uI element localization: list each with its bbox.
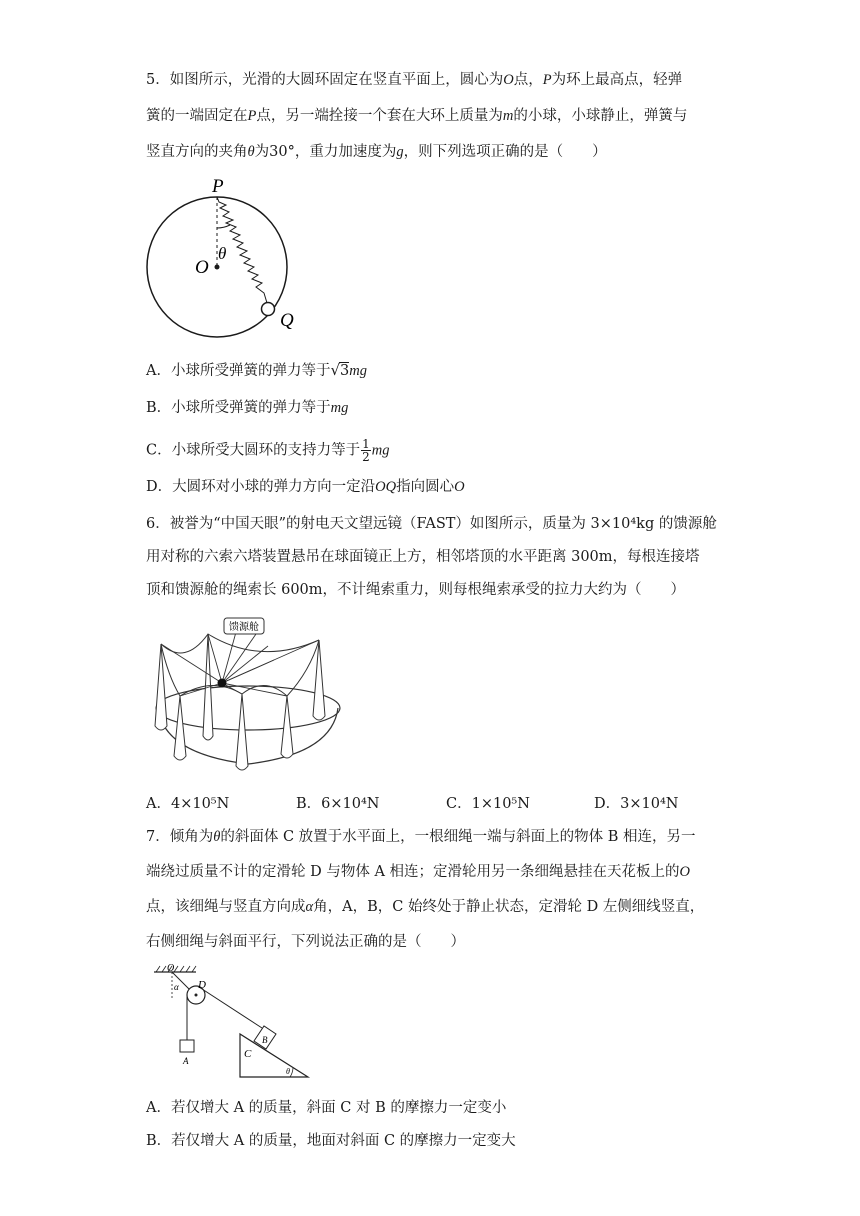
q5-stem-line-2 <box>146 106 687 126</box>
fraction-denominator: 2 <box>362 450 370 464</box>
center-dot <box>215 265 220 270</box>
fraction-numerator: 1 <box>362 437 370 451</box>
q7-stem-line-2 <box>146 862 690 882</box>
var-P: P <box>247 108 257 124</box>
label-D: D <box>198 979 206 991</box>
q7-stem-line-3 <box>146 897 704 917</box>
q5-stem-text: 竖直方向的夹角 <box>146 144 248 160</box>
var-mg: mg <box>330 400 349 416</box>
label-O: O <box>167 963 175 974</box>
q7-stem-text: 角，A，B，C 始终处于静止状态，定滑轮 D 左侧细线竖直， <box>313 899 705 915</box>
q6-option-d: D．3×10⁴N <box>594 796 679 812</box>
q5-option-d <box>146 477 465 497</box>
q5-ring-figure <box>140 168 320 348</box>
q6-fast-figure <box>150 616 350 776</box>
q5-stem-text: 的小球，小球静止，弹簧与 <box>513 108 688 124</box>
label-A: A <box>183 1056 189 1066</box>
var-theta: θ <box>247 144 255 160</box>
q7-stem-text: 端绕过质量不计的定滑轮 D 与物体 A 相连；定滑轮用另一条细绳悬挂在天花板上的 <box>146 864 680 880</box>
q5-option-d-text: D．大圆环对小球的弹力方向一定沿 <box>146 479 376 495</box>
callout-label: 馈源舱 <box>229 622 259 633</box>
var-g: g <box>396 144 404 160</box>
q5-option-c-text: C．小球所受大圆环的支持力等于 <box>146 442 361 459</box>
pulley-axle <box>195 994 198 997</box>
var-O: O <box>679 864 691 880</box>
q5-option-b <box>146 398 348 418</box>
q6-option-a: A．4×10⁵N <box>146 796 230 812</box>
label-O: O <box>195 257 209 278</box>
small-ball <box>262 303 275 316</box>
q5-option-a <box>146 360 367 381</box>
q5-option-b-text: B．小球所受弹簧的弹力等于 <box>146 400 331 416</box>
var-alpha: α <box>305 899 314 915</box>
label-alpha: α <box>174 982 179 992</box>
q7-stem-line-4: 右侧细绳与斜面平行，下列说法正确的是（ ） <box>146 934 465 950</box>
var-P: P <box>542 72 552 88</box>
bowl-rim <box>156 686 340 730</box>
var-OQ: OQ <box>375 479 397 495</box>
q7-stem-text: 的斜面体 C 放置于水平面上，一根细绳一端与斜面上的物体 B 相连，另一 <box>220 829 696 845</box>
label-theta: θ <box>286 1067 290 1076</box>
q6-stem-line-1: 6．被誉为“中国天眼”的射电天文望远镜（FAST）如图所示，质量为 3×10⁴kg 的馈源舱 <box>146 516 717 532</box>
q5-stem-text: 为环上最高点，轻弹 <box>551 72 683 88</box>
ceiling-hatch <box>156 966 196 972</box>
var-O: O <box>454 479 465 495</box>
q7-stem-text: 7．倾角为 <box>146 829 214 845</box>
tower <box>155 644 167 730</box>
q6-option-b: B．6×10⁴N <box>296 796 380 812</box>
label-B: B <box>262 1035 268 1045</box>
q7-pulley-figure <box>150 960 320 1080</box>
sqrt-radicand: 3 <box>340 363 350 379</box>
label-P: P <box>212 176 224 197</box>
q7-option-a: A．若仅增大 A 的质量，斜面 C 对 B 的摩擦力一定变小 <box>146 1100 507 1116</box>
q5-stem-text: 点，另一端拴接一个套在大环上质量为 <box>256 108 503 124</box>
var-mg: mg <box>349 363 368 379</box>
q5-stem-text: 为30°，重力加速度为 <box>254 144 397 160</box>
q6-stem-line-2: 用对称的六索六塔装置悬吊在球面镜正上方，相邻塔顶的水平距离 300m，每根连接塔 <box>146 549 700 565</box>
angle-arc <box>217 225 230 228</box>
receiver-cabin <box>218 679 227 688</box>
tower <box>174 696 186 760</box>
q5-stem-text: 点， <box>513 72 543 88</box>
label-theta: θ <box>218 244 227 263</box>
label-C: C <box>244 1048 252 1060</box>
q7-stem-text: 点，该细绳与竖直方向成 <box>146 899 306 915</box>
q6-stem-line-3: 顶和馈源舱的绳索长 600m，不计绳索重力，则每根绳索承受的拉力大约为（ ） <box>146 582 686 598</box>
rope-to-B <box>199 987 262 1028</box>
q5-option-d-text: 指向圆心 <box>396 479 455 495</box>
q7-option-b: B．若仅增大 A 的质量，地面对斜面 C 的摩擦力一定变大 <box>146 1133 516 1149</box>
q5-stem-text: ，则下列选项正确的是（ ） <box>403 144 607 160</box>
q5-stem-line-1 <box>146 70 682 90</box>
q5-stem-text: 簧的一端固定在 <box>146 108 248 124</box>
var-theta: θ <box>213 829 221 845</box>
tower <box>236 694 248 770</box>
var-m: m <box>502 108 514 124</box>
block-A <box>180 1040 194 1052</box>
q6-option-c: C．1×10⁵N <box>446 796 530 812</box>
q5-option-c <box>146 438 389 463</box>
fraction-one-half <box>361 438 371 463</box>
q5-stem-line-3 <box>146 142 607 162</box>
q5-stem-text: 5．如图所示，光滑的大圆环固定在竖直平面上，圆心为 <box>146 72 504 88</box>
q7-stem-line-1 <box>146 827 696 847</box>
q5-option-a-text: A．小球所受弹簧的弹力等于 <box>146 363 331 379</box>
var-O: O <box>503 72 514 88</box>
var-mg: mg <box>371 442 390 459</box>
label-Q: Q <box>280 310 294 331</box>
sqrt-sign: √ <box>330 361 341 379</box>
